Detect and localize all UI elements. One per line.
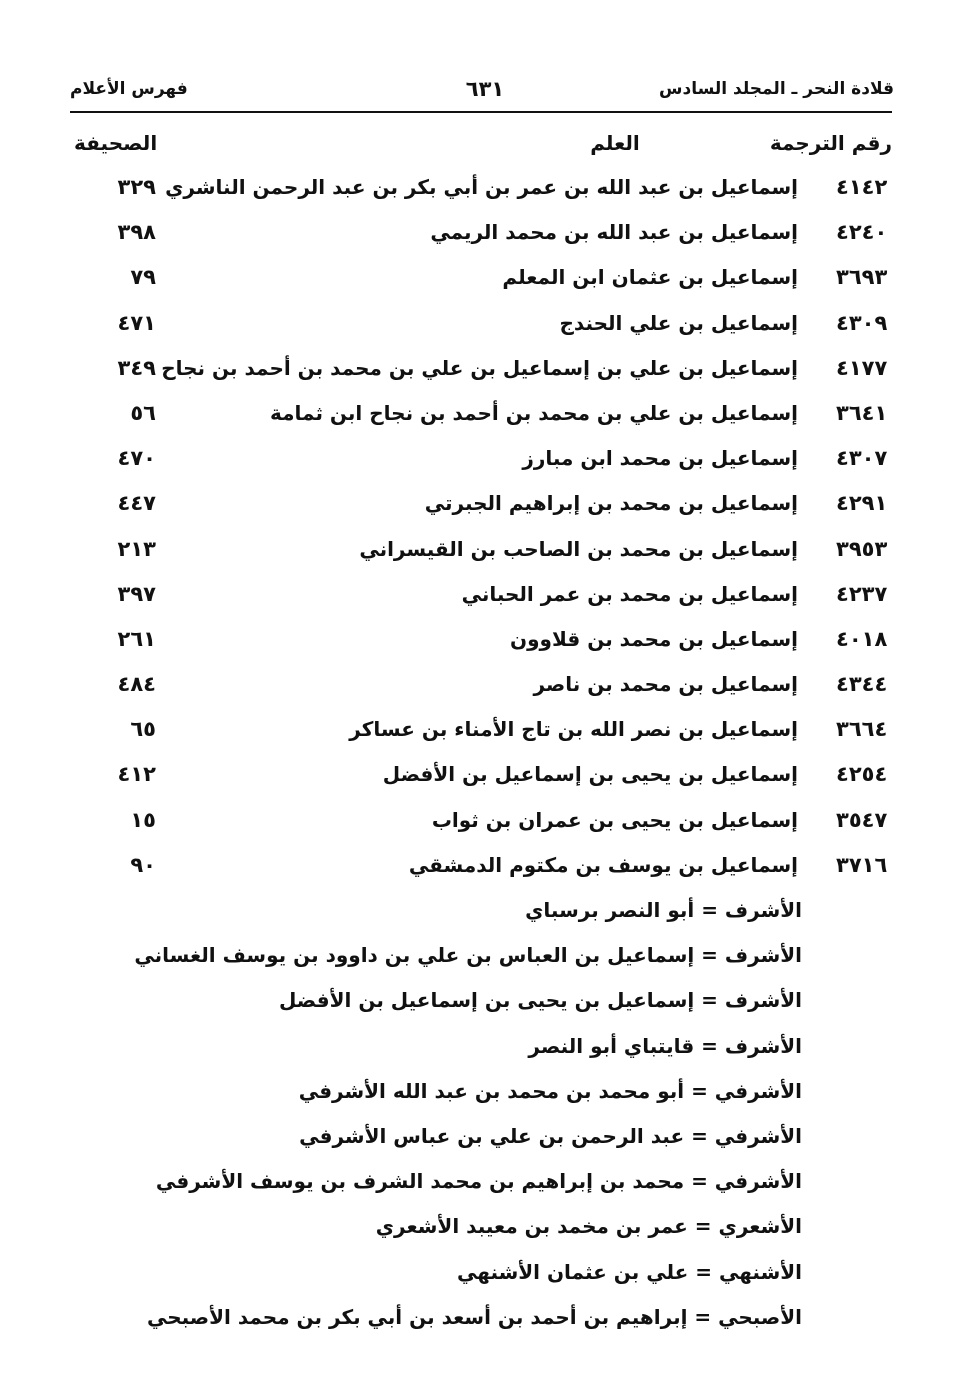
cross-reference <box>0 1296 956 1341</box>
entry-name: إسماعيل بن علي بن إسماعيل بن علي بن محمد بن أحمد بن نجاح <box>161 355 798 380</box>
index-entry <box>0 166 956 211</box>
cross-reference-text: الأشرفي = محمد بن إبراهيم بن محمد الشرف بن يوسف الأشرفي <box>155 1169 802 1194</box>
entry-number: ٤٣٠٩ <box>836 310 888 335</box>
cross-reference-text: الأشرف = إسماعيل بن يحيى بن إسماعيل بن الأفضل <box>278 988 802 1013</box>
entry-number: ٤١٧٧ <box>836 355 888 380</box>
index-entry <box>0 347 956 392</box>
cross-reference <box>0 1025 956 1070</box>
entry-page: ٩٠ <box>130 852 156 877</box>
column-header-name: العلم <box>590 131 640 155</box>
entry-page: ٣٩٧ <box>117 581 156 606</box>
entry-name: إسماعيل بن عبد الله بن عمر بن أبي بكر بن عبد الرحمن الناشري <box>165 175 798 199</box>
entry-number: ٤٠١٨ <box>836 626 888 651</box>
header-rule <box>70 111 892 113</box>
entry-page: ٤٧١ <box>117 310 156 335</box>
index-entries <box>0 166 956 889</box>
cross-reference-text: الأشرفي = عبد الرحمن بن علي بن عباس الأشرفي <box>299 1123 802 1148</box>
entry-page: ٢٦١ <box>117 626 156 651</box>
entry-number: ٤٢٤٠ <box>836 220 888 245</box>
cross-reference <box>0 934 956 979</box>
entry-name: إسماعيل بن يحيى بن إسماعيل بن الأفضل <box>382 762 798 787</box>
entry-name: إسماعيل بن علي الحندج <box>559 310 798 335</box>
entry-number: ٣٦٩٣ <box>836 265 888 290</box>
entry-page: ٣٤٩ <box>117 355 156 380</box>
cross-reference-text: الأشرف = قايتباي أبو النصر <box>528 1033 802 1058</box>
index-entry <box>0 753 956 798</box>
cross-reference <box>0 889 956 934</box>
index-entry <box>0 256 956 301</box>
entry-name: إسماعيل بن محمد ابن مبارز <box>522 446 798 471</box>
entry-number: ٤١٤٢ <box>836 175 888 199</box>
index-entry <box>0 437 956 482</box>
entry-number: ٤٢٩١ <box>836 491 888 516</box>
cross-references <box>0 889 956 1341</box>
entry-page: ٤٤٧ <box>117 491 156 516</box>
index-entry <box>0 573 956 618</box>
entry-name: إسماعيل بن نصر الله بن تاج الأمناء بن عساكر <box>349 717 798 742</box>
entry-number: ٤٢٥٤ <box>836 762 888 787</box>
cross-reference <box>0 1115 956 1160</box>
cross-reference <box>0 1205 956 1250</box>
cross-reference <box>0 979 956 1024</box>
index-entry <box>0 528 956 573</box>
index-entry <box>0 663 956 708</box>
entry-number: ٣٧١٦ <box>836 852 888 877</box>
entry-page: ٣٩٨ <box>117 220 156 245</box>
entry-number: ٤٣٤٤ <box>836 672 888 697</box>
page-number: ٦٣١ <box>465 77 505 101</box>
index-entry <box>0 392 956 437</box>
entry-page: ٢١٣ <box>117 536 156 561</box>
cross-reference <box>0 1070 956 1115</box>
cross-reference <box>0 1160 956 1205</box>
entry-name: إسماعيل بن علي بن محمد بن أحمد بن نجاح ابن ثمامة <box>270 400 798 425</box>
entry-page: ٣٢٩ <box>117 175 156 199</box>
entry-page: ٤١٢ <box>117 762 156 787</box>
column-header-number: رقم الترجمة <box>769 131 892 155</box>
index-entry <box>0 618 956 663</box>
cross-reference-text: الأشرف = أبو النصر برسباي <box>525 898 802 922</box>
entry-page: ٧٩ <box>130 265 156 290</box>
entry-number: ٣٥٤٧ <box>836 807 888 832</box>
entry-name: إسماعيل بن يحيى بن عمران بن ثواب <box>431 807 798 832</box>
index-entry <box>0 211 956 256</box>
index-entry <box>0 302 956 347</box>
entry-name: إسماعيل بن محمد بن الصاحب بن القيسراني <box>359 536 798 561</box>
entry-name: إسماعيل بن محمد بن ناصر <box>533 672 798 697</box>
index-entry <box>0 482 956 527</box>
entry-number: ٣٩٥٣ <box>836 536 888 561</box>
entry-name: إسماعيل بن محمد بن قلاوون <box>510 626 798 651</box>
cross-reference-text: الأصبحي = إبراهيم بن أحمد بن أسعد بن أبي بكر بن محمد الأصبحي <box>146 1304 802 1329</box>
column-header-page: الصحيفة <box>74 131 158 155</box>
entry-number: ٤٢٣٧ <box>836 581 888 606</box>
cross-reference-text: الأشعري = عمر بن مخمد بن معيبد الأشعري <box>375 1214 802 1239</box>
entry-page: ٤٨٤ <box>117 672 156 697</box>
cross-reference <box>0 1251 956 1296</box>
running-book-title: قلادة النحر ـ المجلد السادس <box>659 79 894 99</box>
cross-reference-text: الأشرفي = أبو محمد بن محمد بن عبد الله الأشرفي <box>298 1078 802 1103</box>
entry-page: ٥٦ <box>130 400 156 425</box>
cross-reference-text: الأشرف = إسماعيل بن العباس بن علي بن داوود بن يوسف الغساني <box>134 943 802 968</box>
entry-name: إسماعيل بن عثمان ابن المعلم <box>502 265 798 290</box>
index-entry <box>0 799 956 844</box>
entry-number: ٤٣٠٧ <box>836 446 888 471</box>
index-entry <box>0 844 956 889</box>
entry-name: إسماعيل بن محمد بن عمر الحباني <box>461 581 798 606</box>
entry-page: ٦٥ <box>130 717 156 742</box>
entry-number: ٣٦٦٤ <box>836 717 888 742</box>
entry-number: ٣٦٤١ <box>836 400 888 425</box>
index-entry <box>0 708 956 753</box>
entry-name: إسماعيل بن محمد بن إبراهيم الجبرتي <box>424 491 798 516</box>
entry-page: ٤٧٠ <box>117 446 156 471</box>
entry-page: ١٥ <box>130 807 156 832</box>
running-section-title: فهرس الأعلام <box>70 79 188 99</box>
entry-name: إسماعيل بن عبد الله بن محمد الريمي <box>430 220 798 245</box>
entry-name: إسماعيل بن يوسف بن مكتوم الدمشقي <box>408 852 798 877</box>
cross-reference-text: الأشنهي = علي بن عثمان الأشنهي <box>457 1259 802 1284</box>
